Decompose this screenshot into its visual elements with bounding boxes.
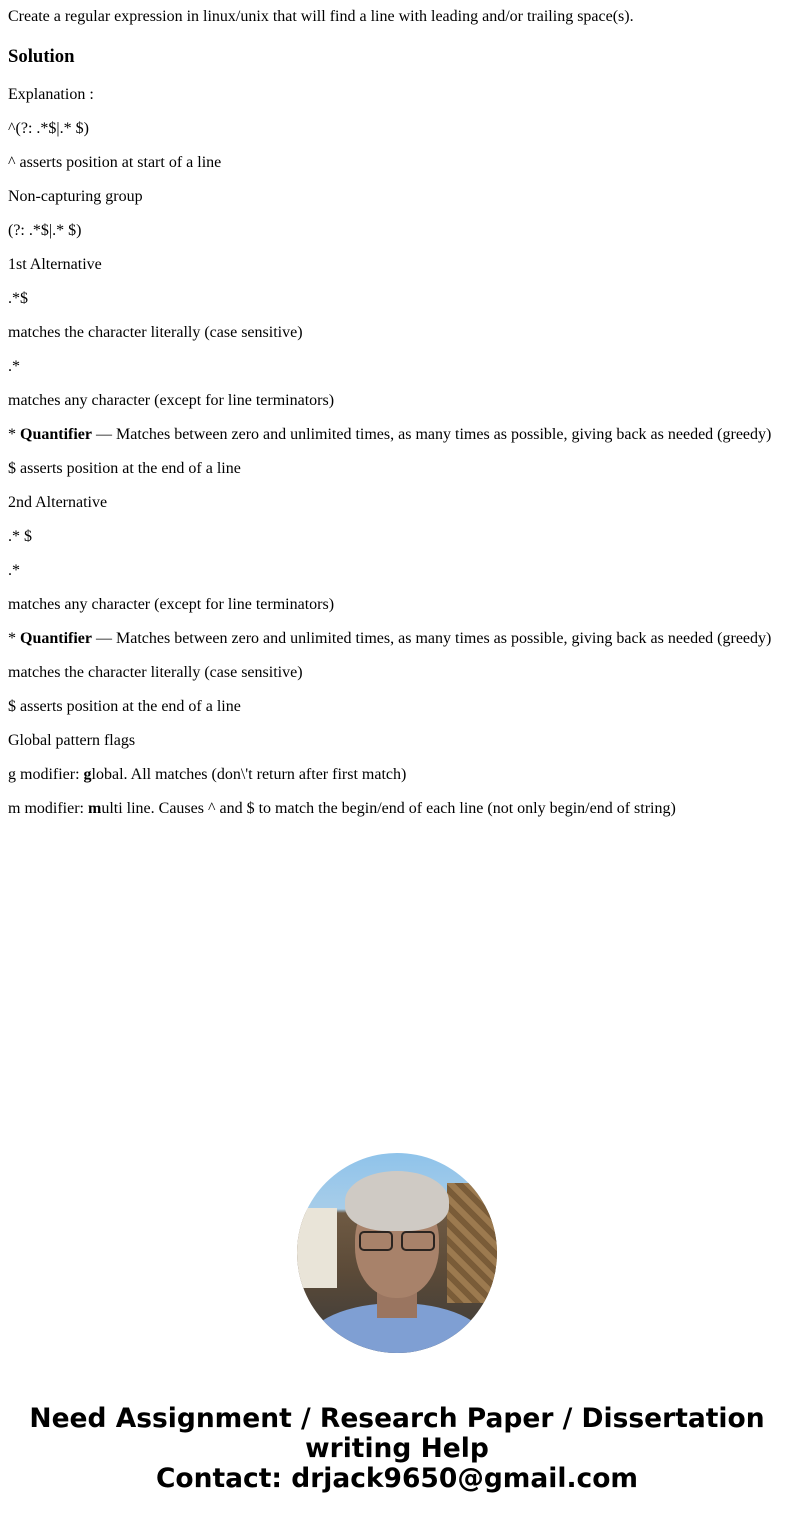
solution-line — [8, 324, 786, 342]
solution-line — [8, 460, 786, 478]
solution-line — [8, 630, 786, 648]
solution-line — [8, 426, 786, 444]
line-text: matches the character literally (case sensitive) — [8, 664, 303, 681]
solution-line — [8, 732, 786, 750]
line-text: $ asserts position at the end of a line — [8, 698, 241, 715]
line-bold-text: m — [87, 800, 102, 817]
avatar-hair — [345, 1171, 449, 1231]
avatar-glasses — [359, 1231, 435, 1249]
line-text: Explanation : — [8, 86, 94, 103]
line-text: 1st Alternative — [8, 256, 102, 273]
solution-line — [8, 154, 786, 172]
solution-heading: Solution — [8, 46, 75, 67]
line-text: $ asserts position at the end of a line — [8, 460, 241, 477]
solution-line — [8, 800, 786, 818]
line-text-rest: — Matches between zero and unlimited times, as many times as possible, giving back as needed (greedy) — [92, 426, 772, 443]
line-text: .*$ — [8, 290, 28, 307]
line-text: matches any character (except for line terminators) — [8, 596, 335, 613]
avatar-background-carving — [447, 1183, 497, 1303]
line-text: .* — [8, 562, 20, 579]
solution-line — [8, 222, 786, 240]
solution-line — [8, 664, 786, 682]
line-text-rest: — Matches between zero and unlimited times, as many times as possible, giving back as needed (greedy) — [92, 630, 772, 647]
solution-line — [8, 596, 786, 614]
author-avatar — [297, 1153, 497, 1353]
banner-line-1: Need Assignment / Research Paper / Dissertation — [29, 1403, 765, 1434]
solution-line — [8, 698, 786, 716]
line-text: * — [8, 426, 20, 443]
solution-line — [8, 120, 786, 138]
solution-line — [8, 494, 786, 512]
line-text: 2nd Alternative — [8, 494, 108, 511]
line-bold-text: Quantifier — [20, 426, 92, 443]
line-text-rest: lobal. All matches (don\'t return after first match) — [91, 766, 407, 783]
line-text: Global pattern flags — [8, 732, 136, 749]
line-text: matches the character literally (case sensitive) — [8, 324, 303, 341]
solution-line — [8, 290, 786, 308]
banner-line-2: writing Help — [305, 1433, 489, 1464]
line-text-rest: ulti line. Causes ^ and $ to match the begin/end of each line (not only begin/end of string) — [101, 800, 676, 817]
line-text: ^ asserts position at start of a line — [8, 154, 222, 171]
line-text: matches any character (except for line terminators) — [8, 392, 335, 409]
solution-line — [8, 358, 786, 376]
line-text: .* $ — [8, 528, 32, 545]
line-text: .* — [8, 358, 20, 375]
line-text: Non-capturing group — [8, 188, 143, 205]
solution-line — [8, 256, 786, 274]
line-text: m modifier: — [8, 800, 88, 817]
solution-line — [8, 528, 786, 546]
line-bold-text: g — [83, 766, 92, 783]
solution-line — [8, 766, 786, 784]
line-text: ^(?: .*$|.* $) — [8, 120, 89, 137]
line-bold-text: Quantifier — [20, 630, 92, 647]
line-text: (?: .*$|.* $) — [8, 222, 82, 239]
solution-line — [8, 562, 786, 580]
solution-line — [8, 86, 786, 104]
avatar-background-wall — [297, 1208, 337, 1288]
solution-line — [8, 188, 786, 206]
question-text: Create a regular expression in linux/unix that will find a line with leading and/or trailing space(s). — [8, 8, 634, 25]
line-text: g modifier: — [8, 766, 84, 783]
banner-line-3: Contact: drjack9650@gmail.com — [155, 1463, 639, 1494]
solution-line — [8, 392, 786, 410]
contact-banner — [0, 1404, 794, 1494]
solution-lines — [8, 86, 786, 818]
line-text: * — [8, 630, 20, 647]
document-body — [8, 0, 786, 834]
